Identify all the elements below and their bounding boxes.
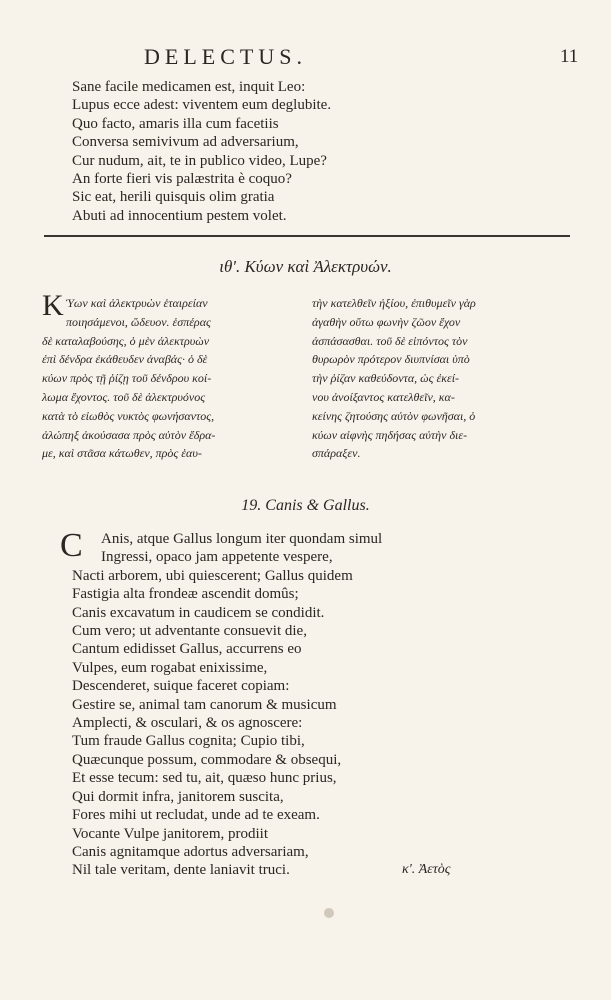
page-number: 11 [560,46,579,67]
verse-line: Sane facile medicamen est, inquit Leo: [72,79,306,95]
verse-line: Conversa semivivum ad adversarium, [72,134,299,151]
greek-line: θυρωρὸν πρότερον διυπνίσαι ὑπὸ [312,352,470,367]
greek-column-left [42,294,277,463]
verse-line: Tum fraude Gallus cognita; Cupio tibi, [72,733,305,750]
greek-line: τὴν κατελθεῖν ἠξίου, ἐπιθυμεῖν γὰρ [312,296,476,310]
verse-line: Fastigia alta frondeæ ascendit domûs; [72,586,299,603]
verse-line: Cantum edidisset Gallus, accurrens eo [72,641,302,658]
greek-line: λωμα ἔχοντος. τοῦ δὲ ἀλεκτρυόνος [42,389,206,404]
verse-line: Sic eat, herili quisquis olim gratia [72,189,275,206]
verse-line: Canis agnitamque adortus adversariam, [72,843,309,860]
greek-line: ἀγαθὴν οὕτω φωνὴν ζῶον ἔχον [312,314,461,329]
verse-line: Anis, atque Gallus longum iter quondam simul [101,531,383,547]
greek-line: κατὰ τὸ εἰωθὸς νυκτὸς φωνήσαντος, [42,408,215,423]
greek-fable-title: ιθ'. Κύων καὶ Ἀλεκτρυών. [219,257,392,276]
greek-line: κείνης ζητούσης αὐτὸν φωνῆσαι, ὁ [312,408,476,423]
greek-line: δὲ καταλαβούσης, ὁ μὲν ἀλεκτρυὼν [42,333,210,348]
verse-line: Cum vero; ut adventante consuevit die, [72,623,307,640]
verse-line: Descenderet, suique faceret copiam: [72,678,290,695]
verse-block-canis-gallus [72,530,382,880]
verse-line: Ingressi, opaco jam appetente vespere, [101,549,333,566]
paper-blemish [324,908,334,918]
greek-line: Ύων καὶ ἀλεκτρυὼν ἑταιρείαν [66,296,208,310]
verse-line: Cur nudum, ait, te in publico video, Lupe? [72,152,327,169]
section-divider [44,235,570,237]
greek-line: σπάραξεν. [312,446,361,461]
greek-line: ποιησάμενοι, ὥδευον. ἑσπέρας [66,314,211,329]
greek-line: ἀλώπηξ ἀκούσασα πρὸς αὐτὸν ἔδρα- [42,427,216,442]
verse-line: Lupus ecce adest: viventem eum deglubite. [72,97,332,114]
verse-line: Quæcunque possum, commodare & obsequi, [72,751,342,768]
greek-line: τὴν ῥίζαν καθεύδοντα, ὡς ἐκεί- [312,371,460,386]
verse-line: Et esse tecum: sed tu, ait, quæso hunc prius, [72,770,337,787]
latin-fable-title: 19. Canis & Gallus. [241,497,370,514]
greek-line: ἐπὶ δένδρα ἐκάθευδεν ἀναβάς· ὁ δὲ [42,352,208,367]
catchword: κ'. Ἀετὸς [402,862,451,877]
verse-line: Abuti ad innocentium pestem volet. [72,207,287,224]
running-title: DELECTUS. [144,44,307,69]
verse-block-leo-lupus [72,78,331,225]
verse-line: Nacti arborem, ubi quiescerent; Gallus quidem [72,567,353,584]
verse-line: Amplecti, & osculari, & os agnoscere: [72,715,303,732]
verse-line: Quo facto, amaris illa cum facetiis [72,115,279,132]
greek-line: ἀσπάσασθαι. τοῦ δὲ εἰπόντος τὸν [312,333,468,348]
verse-line: Vulpes, eum rogabat enixissime, [72,659,268,676]
greek-line: κύων πρὸς τῇ ῥίζῃ τοῦ δένδρου κοί- [42,371,212,386]
greek-column-right [312,294,572,463]
verse-line: An forte fieri vis palæstrita è coquo? [72,171,292,188]
verse-line: Qui dormit infra, janitorem suscita, [72,788,284,805]
greek-drop-initial: K [42,289,64,322]
verse-line: Fores mihi ut recludat, unde ad te exeam. [72,807,320,824]
greek-line: νου ἀνοίξαντος κατελθεῖν, κα- [312,389,455,404]
verse-line: Gestire se, animal tam canorum & musicum [72,696,337,713]
greek-line: κύων αἰφνὴς πηδήσας αὐτὴν διε- [312,427,468,442]
verse-line: Nil tale veritam, dente laniavit truci. [72,862,290,879]
running-head [0,44,611,70]
greek-line: με, καὶ στᾶσα κάτωθεν, πρὸς ἑαυ- [42,446,202,461]
verse-line: Vocante Vulpe janitorem, prodiit [72,825,269,842]
latin-drop-initial: C [60,527,83,564]
verse-line: Canis excavatum in caudicem se condidit. [72,604,325,621]
